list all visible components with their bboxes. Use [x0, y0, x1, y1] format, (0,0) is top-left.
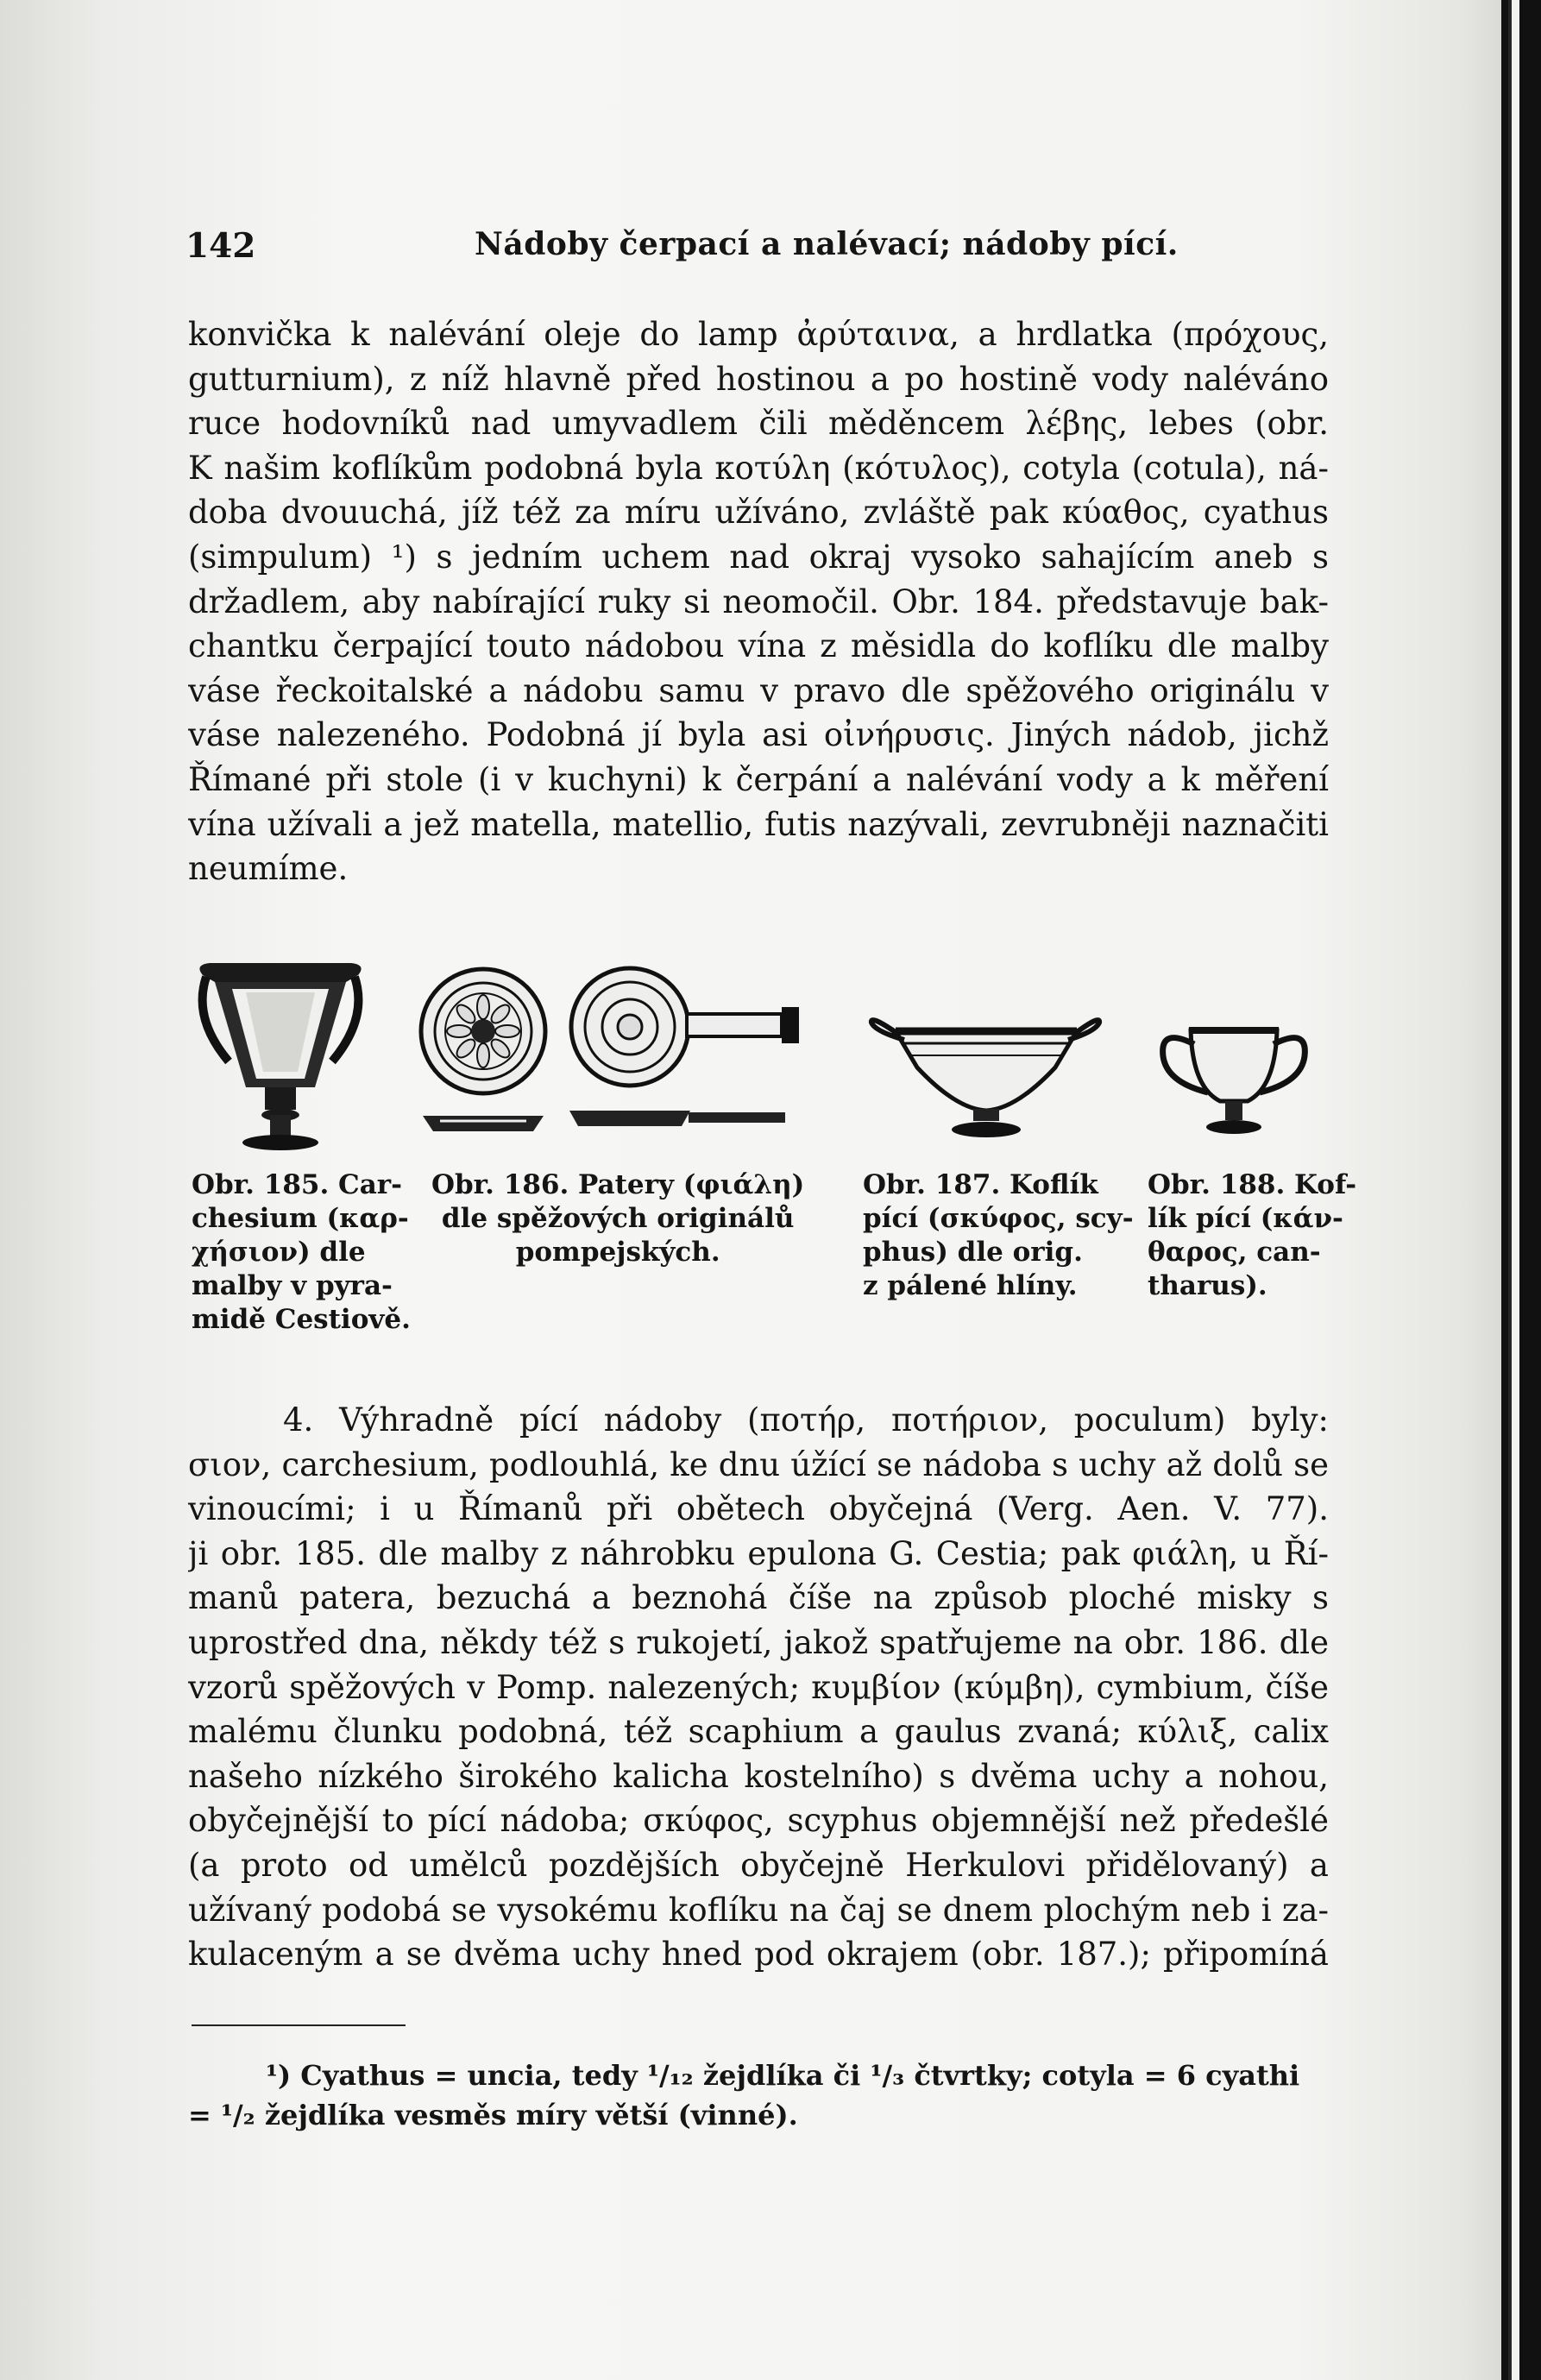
- footnote-rule: [192, 2024, 406, 2026]
- caption-line: Obr. 187. Koflík: [863, 1169, 1098, 1200]
- cantharus-illustration: [1156, 1010, 1311, 1148]
- footnote-line: = ¹/₂ žejdlíka vesměs míry větší (vinné).: [188, 2099, 798, 2131]
- caption-line: dle spěžových originálů: [441, 1203, 795, 1234]
- page-title: Nádoby čerpací a nalévací; nádoby pící.: [475, 226, 1179, 262]
- text-line: malému člunku podobná, též scaphium a gaulus zvaná; κύλιξ, calix: [188, 1713, 1329, 1751]
- text-line: vinoucími; i u Římanů při obětech obyčejná (Verg. Aen. V. 77).: [188, 1490, 1329, 1528]
- text-line: Římané při stole (i v kuchyni) k čerpání a nalévání vody a k měření: [188, 760, 1329, 798]
- caption-line: z pálené hlíny.: [863, 1270, 1078, 1301]
- scan-edge-rule: [1508, 0, 1512, 2380]
- text-line: váse řeckoitalské a nádobu samu v pravo dle spěžového originálu v: [188, 671, 1329, 709]
- paragraph-2: [188, 1398, 1329, 1977]
- text-line: vína užívali a jež matella, matellio, futis nazývali, zevrubněji naznačiti: [188, 805, 1329, 843]
- caption-line: pící (σκύφος, scy-: [863, 1203, 1134, 1234]
- text-line: uprostřed dna, někdy též s rukojetí, jakož spatřujeme na obr. 186. dle: [188, 1623, 1329, 1661]
- text-line: (a proto od umělců pozdějších obyčejně Herkulovi přidělovaný) a: [188, 1846, 1329, 1884]
- text-line: chantku čerpající touto nádobou vína z měsidla do koflíku dle malby: [188, 627, 1329, 665]
- caption-line: Obr. 185. Car-: [192, 1169, 403, 1200]
- text-line: váse nalezeného. Podobná jí byla asi οἰνήρυσις. Jiných nádob, jichž: [188, 716, 1329, 754]
- caption-line: pompejských.: [515, 1237, 720, 1268]
- figure-187-caption: [863, 1168, 1134, 1303]
- carchesium-illustration: [194, 958, 367, 1156]
- page-number: 142: [186, 226, 256, 266]
- text-line: ruce hodovníků nad umyvadlem čili měděncem λέβης, lebes (obr.: [188, 405, 1329, 443]
- text-line: σιον, carchesium, podlouhlá, ke dnu úžící se nádoba s uchy až dolů se: [188, 1445, 1329, 1483]
- paragraph-1: [188, 312, 1329, 891]
- text-line: držadlem, aby nabírající ruky si neomočil. Obr. 184. představuje bak-: [188, 582, 1329, 620]
- caption-line: θαρος, can-: [1148, 1237, 1321, 1268]
- caption-line: chesium (καρ-: [192, 1203, 409, 1234]
- caption-line: malby v pyra-: [192, 1270, 393, 1301]
- text-line: (simpulum) ¹) s jedním uchem nad okraj vysoko sahajícím aneb s: [188, 538, 1329, 576]
- scan-edge-gap: [1512, 0, 1519, 2380]
- caption-line: Obr. 186. Patery (φιάλη): [431, 1169, 805, 1200]
- text-line: užívaný podobá se vysokému koflíku na čaj se dnem plochým neb i za-: [188, 1891, 1329, 1929]
- text-line: obyčejnější to pící nádoba; σκύφος, scyphus objemnější než předešlé: [188, 1802, 1329, 1840]
- figure-185-caption: [192, 1168, 411, 1337]
- paterae-illustration: [406, 962, 811, 1143]
- caption-line: midě Cestiově.: [192, 1304, 411, 1335]
- caption-line: χήσιον) dle: [192, 1237, 366, 1268]
- text-line: konvička k nalévání oleje do lamp ἀρύταινα, a hrdlatka (πρόχους,: [188, 316, 1329, 353]
- caption-line: lík pící (κάν-: [1148, 1203, 1343, 1234]
- caption-line: Obr. 188. Kof-: [1148, 1169, 1357, 1200]
- text-line: manů patera, bezuchá a beznohá číše na způsob ploché misky s: [188, 1579, 1329, 1617]
- figure-188-caption: [1148, 1168, 1356, 1303]
- text-line: kulaceným a se dvěma uchy hned pod okrajem (obr. 187.); připomíná: [188, 1936, 1329, 1974]
- text-line: gutturnium), z níž hlavně před hostinou a po hostině vody naléváno: [188, 360, 1329, 398]
- running-head: [186, 226, 1329, 269]
- figure-186-caption: [431, 1168, 804, 1269]
- scyphus-illustration: [870, 1005, 1103, 1143]
- caption-line: tharus).: [1148, 1270, 1267, 1301]
- footnote-line: ¹) Cyathus = uncia, tedy ¹/₁₂ žejdlíka či ¹/₃ čtvrtky; cotyla = 6 cyathi: [266, 2059, 1300, 2092]
- scan-edge: [1501, 0, 1541, 2380]
- text-line: našeho nízkého širokého kalicha kostelního) s dvěma uchy a nohou,: [188, 1757, 1329, 1795]
- text-line: K našim koflíkům podobná byla κοτύλη (κότυλος), cotyla (cotula), ná-: [188, 449, 1329, 487]
- text-line: neumíme.: [188, 850, 349, 888]
- text-line: ji obr. 185. dle malby z náhrobku epulona G. Cestia; pak φιάλη, u Ří-: [188, 1534, 1329, 1572]
- text-line: vzorů spěžových v Pomp. nalezených; κυμβίον (κύμβη), cymbium, číše: [188, 1668, 1329, 1706]
- text-line: 4. Výhradně pící nádoby (ποτήρ, ποτήριον, poculum) byly:: [283, 1401, 1329, 1439]
- footnote: [188, 2056, 1329, 2135]
- text-line: doba dvouuchá, jíž též za míru užíváno, zvláště pak κύαθος, cyathus: [188, 494, 1329, 532]
- caption-line: phus) dle orig.: [863, 1237, 1083, 1268]
